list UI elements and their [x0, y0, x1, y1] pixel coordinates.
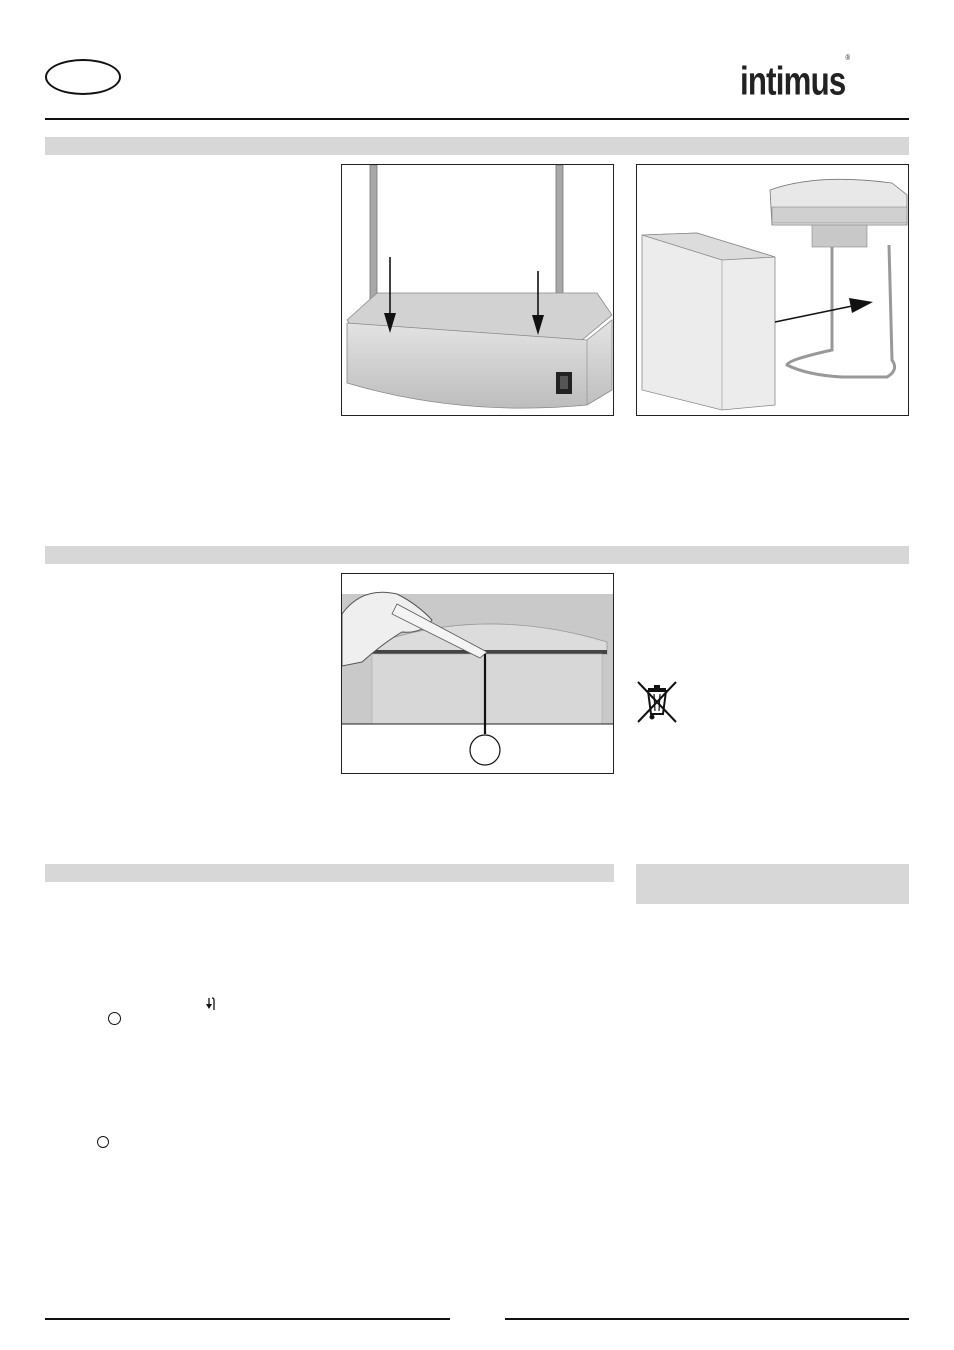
- footer-rule-right: [505, 1318, 909, 1320]
- figure-base-with-rods: [341, 164, 614, 416]
- circle-off-icon: [108, 1012, 121, 1025]
- section-box-info: [636, 864, 909, 904]
- cutting-head-illustration: [342, 574, 614, 774]
- circle-off-icon-2: [97, 1136, 109, 1148]
- registered-mark: ®: [845, 53, 850, 62]
- reverse-arrow-icon: [206, 997, 218, 1011]
- bin-and-stand-illustration: [637, 165, 909, 416]
- footer-rule-left: [45, 1318, 450, 1320]
- crossed-out-wheelie-bin-icon: [636, 680, 678, 724]
- section-band-operation: [45, 864, 614, 882]
- header-rule: [45, 118, 909, 120]
- brand-name: intimus: [740, 59, 846, 104]
- section-band-cleaning: [45, 546, 909, 564]
- language-badge: [45, 59, 121, 95]
- figure-bin-and-stand: [636, 164, 909, 416]
- figure-cutting-head-cleaning: [341, 573, 614, 774]
- base-with-rods-illustration: [342, 165, 614, 416]
- brand-logo: [740, 53, 850, 104]
- section-band-assembly: [45, 137, 909, 155]
